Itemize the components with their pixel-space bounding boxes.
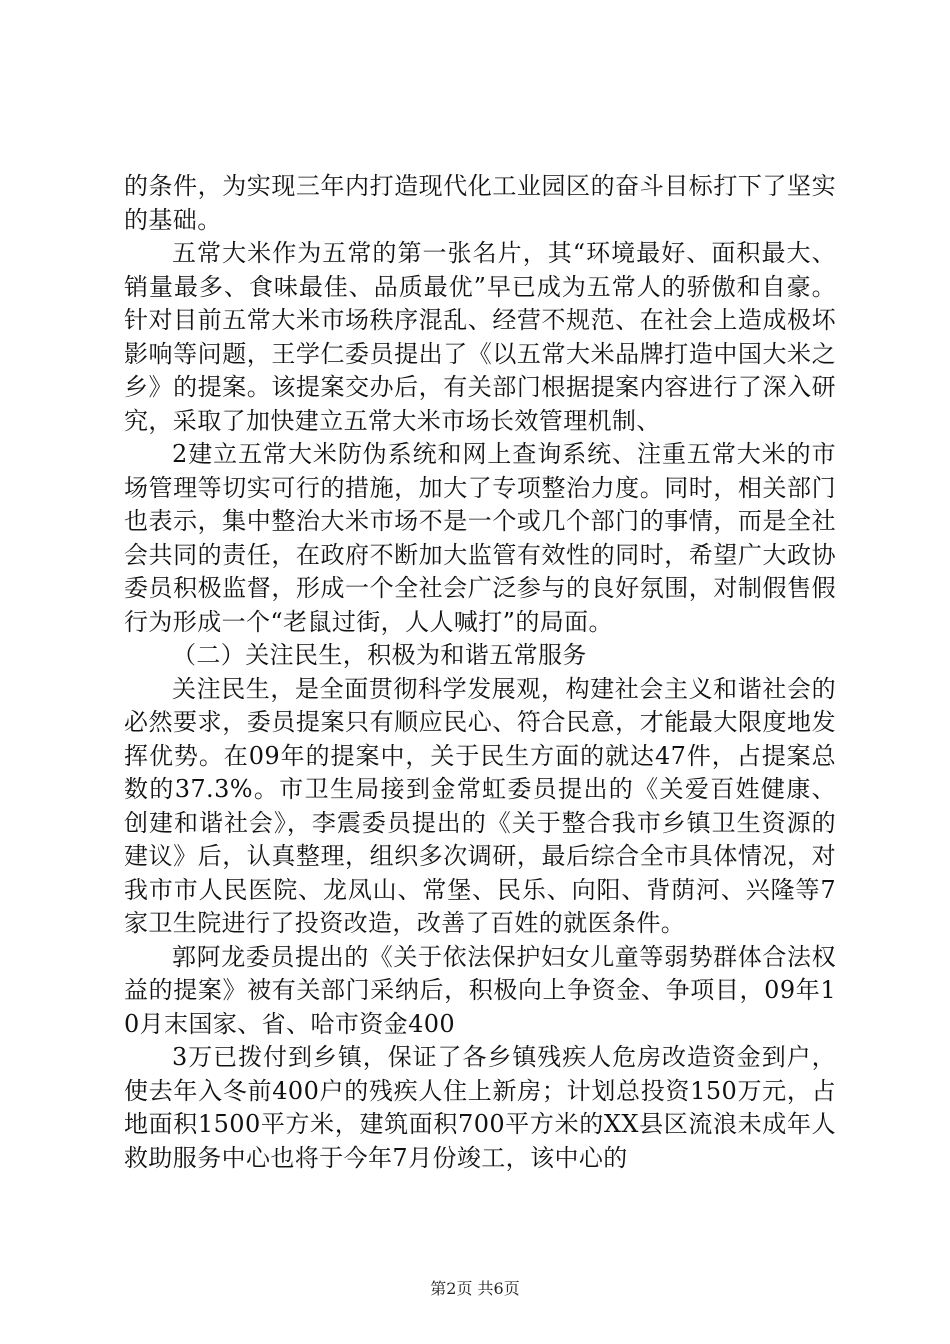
paragraph-2: 五常大米作为五常的第一张名片，其“环境最好、面积最大、销量最多、食味最佳、品质最优”早已成为五常人的骄傲和自豪。针对目前五常大米市场秩序混乱、经营不规范、在社会上造成极坏影响等问题，王学仁委员提出了《以五常大米品牌打造中国大米之乡》的提案。该提案交办后，有关部门根据提案内容进行了深入研究，采取了加快建立五常大米市场长效管理机制、 bbox=[124, 239, 836, 435]
paragraph-6: 3万已拨付到乡镇，保证了各乡镇残疾人危房改造资金到户，使去年入冬前400户的残疾人住上新房；计划总投资150万元，占地面积1500平方米，建筑面积700平方米的XX县区流浪未成年人救助服务中心也将于今年7月份竣工，该中心的 bbox=[124, 1043, 836, 1172]
paragraph-1: 的条件，为实现三年内打造现代化工业园区的奋斗目标打下了坚实的基础。 bbox=[124, 172, 836, 234]
paragraph-4: 关注民生，是全面贯彻科学发展观，构建社会主义和谐社会的必然要求，委员提案只有顺应民心、符合民意，才能最大限度地发挥优势。在09年的提案中，关于民生方面的就达47件，占提案总数的37.3%。市卫生局接到金常虹委员提出的《关爱百姓健康、创建和谐社会》，李震委员提出的《关于整合我市乡镇卫生资源的建议》后，认真整理，组织多次调研，最后综合全市具体情况，对我市市人民医院、龙凤山、常堡、民乐、向阳、背荫河、兴隆等7家卫生院进行了投资改造，改善了百姓的就医条件。 bbox=[124, 674, 836, 937]
section-heading-2: （二）关注民生，积极为和谐五常服务 bbox=[172, 641, 587, 669]
document-body bbox=[124, 170, 836, 1175]
paragraph-3: 2建立五常大米防伪系统和网上查询系统、注重五常大米的市场管理等切实可行的措施，加大了专项整治力度。同时，相关部门也表示，集中整治大米市场不是一个或几个部门的事情，而是全社会共同的责任，在政府不断加大监管有效性的同时，希望广大政协委员积极监督，形成一个全社会广泛参与的良好氛围，对制假售假行为形成一个“老鼠过街，人人喊打”的局面。 bbox=[124, 440, 836, 636]
paragraph-5: 郭阿龙委员提出的《关于依法保护妇女儿童等弱势群体合法权益的提案》被有关部门采纳后，积极向上争资金、争项目，09年10月末国家、省、哈市资金400 bbox=[124, 942, 836, 1038]
page-number-footer: 第2页 共6页 bbox=[430, 1279, 520, 1298]
